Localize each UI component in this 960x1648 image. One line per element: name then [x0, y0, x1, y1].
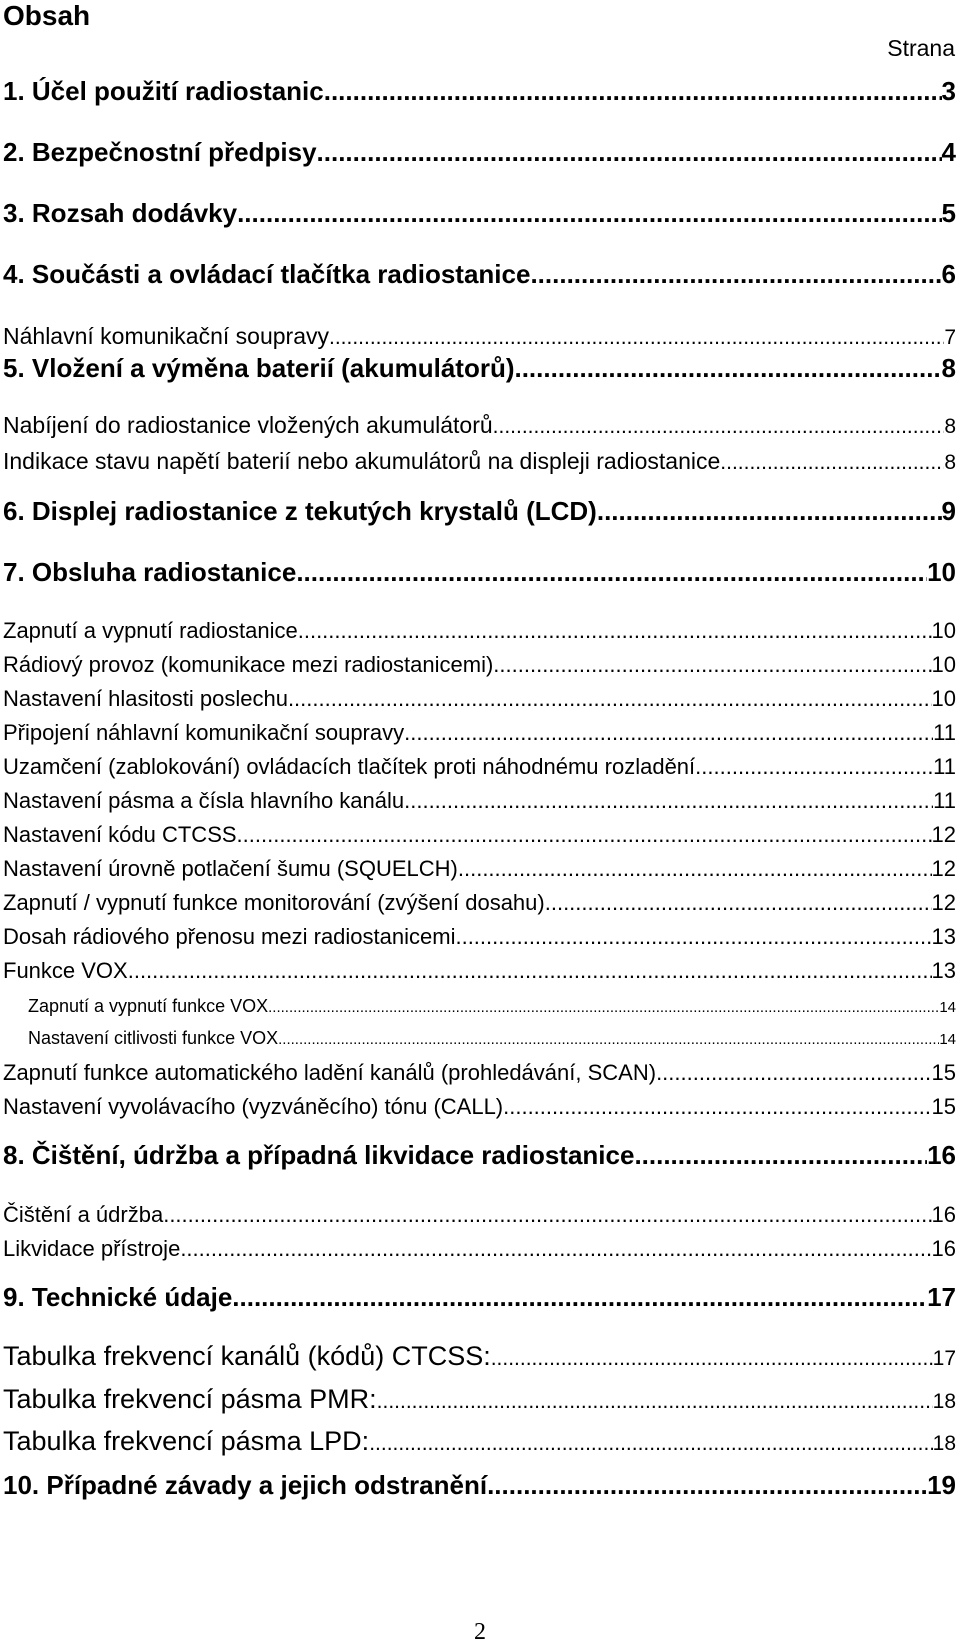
- toc-entry-page: 16: [931, 1236, 956, 1261]
- toc-entry[interactable]: [3, 618, 956, 644]
- toc-dot-leader: [329, 326, 944, 350]
- toc-entry-page: 8: [944, 451, 956, 474]
- toc-entry-label: Nastavení úrovně potlačení šumu (SQUELCH): [3, 856, 458, 881]
- toc-entry[interactable]: [3, 754, 956, 780]
- toc-entry-label: Nastavení citlivosti funkce VOX: [28, 1028, 279, 1048]
- toc-entry[interactable]: [3, 259, 956, 290]
- toc-dot-leader: [545, 890, 932, 916]
- toc-dot-leader: [530, 259, 941, 290]
- toc-entry[interactable]: [3, 557, 956, 588]
- toc-entry[interactable]: [3, 686, 956, 712]
- toc-dot-leader: [232, 1282, 927, 1313]
- toc-entry-label: Likvidace přístroje: [3, 1236, 181, 1261]
- toc-entry[interactable]: [3, 496, 956, 527]
- toc-entry[interactable]: [3, 353, 956, 384]
- toc-entry[interactable]: [3, 1470, 956, 1501]
- toc-entry-label: Rádiový provoz (komunikace mezi radiostanicemi): [3, 652, 494, 677]
- toc-dot-leader: [317, 137, 942, 168]
- toc-entry[interactable]: [3, 924, 956, 950]
- toc-dot-leader: [237, 198, 941, 229]
- toc-entry-label: Čištění a údržba: [3, 1202, 164, 1227]
- toc-entry[interactable]: [3, 788, 956, 814]
- toc-dot-leader: [503, 1094, 931, 1120]
- toc-entry[interactable]: [3, 856, 956, 882]
- toc-entry-label: Dosah rádiového přenosu mezi radiostanicemi: [3, 924, 456, 949]
- toc-entry-page: 11: [933, 720, 956, 745]
- toc-entry-page: 18: [932, 1432, 956, 1455]
- toc-entry-page: 9: [941, 496, 956, 526]
- toc-entry-page: 16: [931, 1202, 956, 1227]
- toc-entry-page: 14: [939, 999, 956, 1016]
- toc-dot-leader: [514, 353, 941, 384]
- toc-entry[interactable]: [3, 958, 956, 984]
- toc-dot-leader: [455, 924, 931, 950]
- toc-entry-page: 12: [931, 856, 956, 881]
- toc-dot-leader: [493, 652, 931, 678]
- toc-dot-leader: [634, 1140, 927, 1171]
- toc-entry[interactable]: [3, 1384, 956, 1415]
- toc-entry[interactable]: [3, 1341, 956, 1372]
- toc-entry-label: 7. Obsluha radiostanice: [3, 557, 297, 587]
- toc-entry[interactable]: [3, 412, 956, 439]
- toc-entry-page: 14: [939, 1031, 956, 1048]
- toc-entry-label: 10. Případné závady a jejich odstranění: [3, 1470, 488, 1500]
- toc-entry[interactable]: [3, 652, 956, 678]
- toc-dot-leader: [180, 1236, 931, 1262]
- toc-dot-leader: [404, 788, 933, 814]
- toc-entry-page: 11: [933, 788, 956, 813]
- toc-entry-page: 11: [933, 754, 956, 779]
- toc-entry[interactable]: [3, 1282, 956, 1313]
- toc-entry-label: Nastavení vyvolávacího (vyzváněcího) tónu (CALL): [3, 1094, 504, 1119]
- toc-entry-page: 4: [941, 137, 956, 167]
- toc-entry-label: Zapnutí funkce automatického ladění kanálů (prohledávání, SCAN): [3, 1060, 657, 1085]
- toc-entry-page: 15: [931, 1094, 956, 1119]
- toc-entry[interactable]: [3, 720, 956, 746]
- toc-dot-leader: [493, 415, 945, 439]
- toc-dot-leader: [656, 1060, 931, 1086]
- toc-entry-page: 18: [932, 1390, 956, 1413]
- toc-dot-leader: [298, 618, 932, 644]
- toc-entry[interactable]: [3, 1140, 956, 1171]
- toc-dot-leader: [296, 557, 927, 588]
- toc-dot-leader: [695, 754, 933, 780]
- page-number: 2: [474, 1619, 486, 1645]
- toc-entry-label: Zapnutí / vypnutí funkce monitorování (zvýšení dosahu): [3, 890, 545, 915]
- toc-entry-page: 17: [932, 1347, 956, 1370]
- toc-dot-leader: [487, 1470, 927, 1501]
- toc-entry[interactable]: [3, 1236, 956, 1262]
- toc-entry-label: Tabulka frekvencí pásma PMR:: [3, 1384, 377, 1414]
- toc-entry[interactable]: [3, 822, 956, 848]
- toc-entry-label: Funkce VOX: [3, 958, 128, 983]
- toc-entry-page: 13: [931, 924, 956, 949]
- toc-entry[interactable]: [28, 996, 956, 1017]
- page-column-label: Strana: [887, 35, 955, 61]
- toc-entry[interactable]: [3, 1060, 956, 1086]
- toc-entry-page: 10: [931, 686, 956, 711]
- toc-entry-label: 5. Vložení a výměna baterií (akumulátorů): [3, 353, 515, 383]
- toc-dot-leader: [278, 1031, 939, 1048]
- toc-entry[interactable]: [3, 890, 956, 916]
- toc-dot-leader: [268, 999, 939, 1016]
- toc-entry-page: 7: [944, 326, 956, 349]
- toc-entry[interactable]: [3, 76, 956, 107]
- toc-entry-label: Náhlavní komunikační soupravy: [3, 323, 329, 349]
- toc-dot-leader: [163, 1202, 931, 1228]
- toc-entry[interactable]: [3, 198, 956, 229]
- toc-entry-page: 12: [931, 822, 956, 847]
- toc-entry-label: 8. Čištění, údržba a případná likvidace radiostanice: [3, 1140, 635, 1170]
- toc-entry-label: Tabulka frekvencí kanálů (kódů) CTCSS:: [3, 1341, 491, 1371]
- toc-dot-leader: [720, 451, 944, 475]
- toc-entry-label: Indikace stavu napětí baterií nebo akumulátorů na displeji radiostanice: [3, 448, 721, 474]
- toc-entry-label: Nastavení pásma a čísla hlavního kanálu: [3, 788, 405, 813]
- toc-entry-label: 3. Rozsah dodávky: [3, 198, 238, 228]
- toc-entry-page: 19: [927, 1470, 956, 1500]
- toc-entry-page: 8: [941, 353, 956, 383]
- toc-dot-leader: [377, 1390, 933, 1414]
- toc-entry-page: 16: [927, 1140, 956, 1170]
- toc-entry-label: 9. Technické údaje: [3, 1282, 233, 1312]
- toc-entry-page: 17: [927, 1282, 956, 1312]
- toc-entry-page: 5: [941, 198, 956, 228]
- toc-entry-label: Uzamčení (zablokování) ovládacích tlačítek proti náhodnému rozladění: [3, 754, 696, 779]
- toc-entry-label: Nabíjení do radiostanice vložených akumulátorů: [3, 412, 493, 438]
- toc-entry-page: 10: [927, 557, 956, 587]
- toc-entry-label: Zapnutí a vypnutí radiostanice: [3, 618, 298, 643]
- toc-dot-leader: [597, 496, 942, 527]
- toc-entry-page: 8: [944, 415, 956, 438]
- toc-entry-label: 4. Součásti a ovládací tlačítka radiostanice: [3, 259, 531, 289]
- toc-entry-label: Zapnutí a vypnutí funkce VOX: [28, 996, 269, 1016]
- toc-entry-page: 6: [941, 259, 956, 289]
- toc-dot-leader: [404, 720, 933, 746]
- toc-dot-leader: [369, 1432, 932, 1456]
- toc-entry-label: Nastavení kódu CTCSS: [3, 822, 237, 847]
- toc-entry-label: 1. Účel použití radiostanic: [3, 76, 324, 106]
- toc-entry[interactable]: [3, 323, 956, 350]
- toc-entry[interactable]: [3, 137, 956, 168]
- toc-entry-label: 6. Displej radiostanice z tekutých krystalů (LCD): [3, 496, 597, 526]
- toc-entry-page: 12: [931, 890, 956, 915]
- toc-entry[interactable]: [3, 448, 956, 475]
- toc-dot-leader: [288, 686, 932, 712]
- toc-entry[interactable]: [28, 1028, 956, 1049]
- toc-entry-page: 10: [931, 618, 956, 643]
- toc-title: Obsah: [3, 0, 91, 31]
- toc-dot-leader: [128, 958, 932, 984]
- toc-entry[interactable]: [3, 1202, 956, 1228]
- toc-entry-label: Připojení náhlavní komunikační soupravy: [3, 720, 405, 745]
- toc-dot-leader: [458, 856, 932, 882]
- toc-entry[interactable]: [3, 1426, 956, 1457]
- toc-dot-leader: [491, 1347, 933, 1371]
- toc-entry-label: Tabulka frekvencí pásma LPD:: [3, 1426, 370, 1456]
- toc-entry-page: 15: [931, 1060, 956, 1085]
- toc-entry-label: Nastavení hlasitosti poslechu: [3, 686, 288, 711]
- toc-dot-leader: [324, 76, 942, 107]
- toc-entry-label: 2. Bezpečnostní předpisy: [3, 137, 317, 167]
- toc-entry-page: 13: [931, 958, 956, 983]
- toc-entry-page: 10: [931, 652, 956, 677]
- toc-entry[interactable]: [3, 1094, 956, 1120]
- toc-dot-leader: [237, 822, 932, 848]
- toc-entry-page: 3: [941, 76, 956, 106]
